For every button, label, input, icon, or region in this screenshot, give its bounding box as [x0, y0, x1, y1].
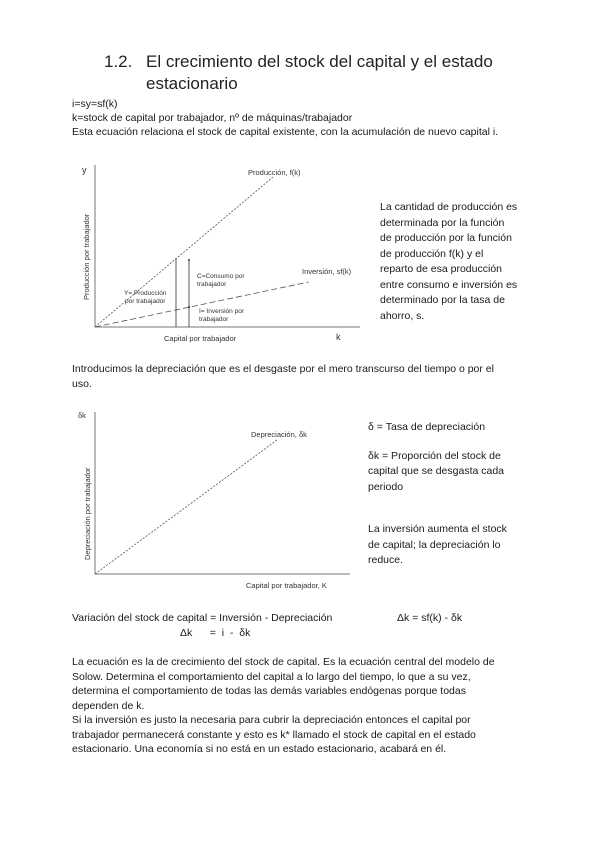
- arrow-head-top: [188, 259, 190, 261]
- explanation-line: de producción f(k) y el: [380, 247, 484, 260]
- delta-definition: δ = Tasa de depreciación: [368, 421, 486, 433]
- depreciation-intro-line: uso.: [72, 377, 92, 390]
- production-investment-chart: [60, 155, 370, 350]
- deltak-definition-line: periodo: [368, 480, 404, 493]
- arrow-mid: [188, 306, 190, 308]
- depreciation-definitions: [368, 420, 507, 569]
- annotation-investment: I= Inversión por trabajador: [199, 308, 244, 323]
- intro-description: Esta ecuación relaciona el stock de capital existente, con la acumulación de nuevo capital i.: [72, 126, 499, 138]
- conclusion-paragraph-1: [72, 655, 495, 713]
- variation-formula: Δk = sf(k) - δk: [397, 612, 463, 624]
- production-line: [95, 177, 273, 327]
- formula-investment: i=sy=sf(k): [72, 98, 118, 110]
- production-series-label: Producción, f(k): [248, 168, 301, 177]
- conclusion-paragraph-2: [72, 713, 476, 757]
- conclusion-line: La ecuación es la de crecimiento del stock de capital. Es la ecuación central del modelo de: [72, 656, 495, 668]
- explanation-line: determinada por la función: [380, 216, 505, 229]
- investment-series-label: Inversión, sf(k): [302, 267, 352, 276]
- section-title-line1: El crecimiento del stock del capital y el estado: [146, 52, 493, 71]
- variation-formula-simple: Δk = i - δk: [180, 627, 251, 639]
- definition-k: k=stock de capital por trabajador, nº de máquinas/trabajador: [72, 112, 353, 124]
- conclusion-line: Si la inversión es justo la necesaria para cubrir la depreciación entonces el capital por: [72, 714, 471, 726]
- depreciation-chart: [60, 400, 360, 600]
- explanation-line: La cantidad de producción es: [380, 201, 518, 213]
- x-axis-label: Capital por trabajador, K: [246, 581, 327, 590]
- deltak-definition-line: δk = Proporción del stock de: [368, 449, 501, 462]
- variation-equation: Variación del stock de capital = Inversión - Depreciación: [72, 612, 333, 624]
- conclusion-line: estacionario. Una economía si no está en un estado estacionario, acabará en él.: [72, 743, 447, 755]
- section-title-line2: estacionario: [146, 74, 238, 93]
- y-axis-symbol: y: [82, 165, 87, 175]
- explanation-line: reparto de esa producción: [380, 263, 502, 275]
- conclusion-line: determina el comportamiento de todas las demás variables endógenas porque todas: [72, 685, 466, 697]
- conclusion-line: trabajador permanecerá constante y esto es k* llamado el stock de capital en el estado: [72, 728, 476, 741]
- depreciation-intro-line: Introducimos la depreciación que es el desgaste por el mero transcurso del tiempo o por el: [72, 363, 494, 375]
- explanation-line: determinado por la tasa de: [380, 294, 505, 306]
- annotation-consumption: C=Consumo por trabajador: [197, 273, 245, 288]
- depreciation-line: [95, 440, 277, 574]
- conclusion-line: dependen de k.: [72, 699, 145, 712]
- production-explanation: [380, 200, 517, 324]
- explanation-line: entre consumo e inversión es: [380, 278, 518, 291]
- depreciation-intro: [72, 362, 494, 391]
- deltak-definition-line: capital que se desgasta cada: [368, 465, 505, 477]
- explanation-line: ahorro, s.: [380, 309, 425, 322]
- y-axis-label: Depreciación por trabajador: [83, 467, 92, 560]
- y-axis-label: Producción por trabajador: [82, 213, 91, 300]
- y-axis-symbol: δk: [78, 411, 86, 420]
- x-axis-label: Capital por trabajador: [164, 334, 237, 343]
- explanation-line: de producción por la función: [380, 232, 512, 244]
- annotation-output: Y= Producción por trabajador: [124, 290, 167, 305]
- conclusion-line: Solow. Determina el comportamiento del capital a lo largo del tiempo, lo que a su vez,: [72, 670, 471, 683]
- depreciation-series-label: Depreciación, δk: [251, 430, 307, 439]
- section-number: 1.2.: [104, 52, 133, 71]
- depreciation-note-line: La inversión aumenta el stock: [368, 523, 507, 535]
- depreciation-note-line: reduce.: [368, 554, 404, 566]
- x-axis-symbol: k: [336, 332, 341, 342]
- depreciation-note-line: de capital; la depreciación lo: [368, 538, 501, 551]
